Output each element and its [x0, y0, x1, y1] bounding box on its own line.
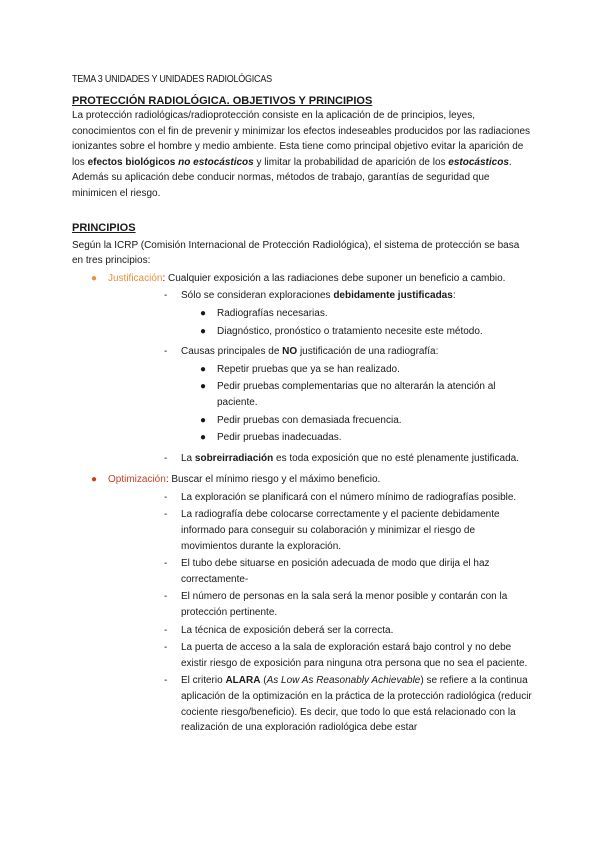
section-heading-principios: PRINCIPIOS	[72, 221, 136, 234]
justificacion-sublist	[108, 288, 532, 466]
list-item-optimizacion: ● Optimización: Buscar el mínimo riesgo y el máximo beneficio. - La exploración se planificará con el número mínimo de radiografías posible. - La radiografía debe colocarse correctamente y el paciente debidamente informado para conseguir su colaboración y minimizar el riesgo de movimientos durante la exploración. - El tubo debe situarse en posición adecuada de modo que dirija el haz correctamente- - El número de personas en la sala será la menor posible y contarán con la protección pertinente. - La técnica de exposición deberá ser la correcta. - La puerta de acceso a la sala de exploración estará bajo control y no debe existir riesgo de exposición para ninguna otra persona que no sea el paciente. - El criterio ALARA (As Low As Reasonably Achievable) se refiere a la continua aplicación de la optimización en la práctica de la protección radiológica (reducir cociente riesgo/beneficio). Es decir, que todo lo que está relacionado con la realización de una exploración radiológica debe estar	[72, 472, 532, 736]
list-item: - El número de personas en la sala será la menor posible y contarán con la protección pertinente.	[164, 591, 508, 619]
dash-icon: -	[164, 558, 168, 570]
dash-icon: -	[164, 591, 168, 603]
dash-icon: -	[164, 642, 168, 654]
section-heading-proteccion: PROTECCIÓN RADIOLÓGICA. OBJETIVOS Y PRINCIPIOS	[72, 95, 373, 107]
list-item: ● Pedir pruebas complementarias que no alterarán la atención al paciente.	[200, 381, 496, 408]
list-item: - Causas principales de NO justificación de una radiografía: ● Repetir pruebas que ya se han realizado. ● Pedir pruebas complementarias que no alterarán la atención al paciente. ● Pedir pruebas con demasiada frecuencia. ● Pedir pruebas inadecuadas.	[108, 344, 532, 446]
bullet-icon: ●	[200, 381, 207, 393]
list-item: ● Pedir pruebas con demasiada frecuencia.	[181, 413, 532, 429]
list-item-justificacion: ● Justificación: Cualquier exposición a las radiaciones debe suponer un beneficio a cambio. - Sólo se consideran exploraciones debidamente justificadas: ● Radiografías necesarias. ● Diagnóstico, pronóstico o tratamiento necesite este método. - Causas principales de NO justificación de una radiografía: ● Repetir pruebas que ya se han realizado. ● Pedir pruebas complementarias que no alterarán la atención al paciente. ● Pedir pruebas con demasiada frecuencia. ● Pedir pruebas inadecuadas. - La sobreirradiación es toda exposición que no esté plenamente justificada.	[72, 271, 532, 467]
dash-icon: -	[164, 452, 168, 464]
dash-icon: -	[164, 346, 168, 358]
bullet-icon: ●	[200, 414, 207, 426]
list-item: - La puerta de acceso a la sala de exploración estará bajo control y no debe existir riesgo de exposición para ninguna otra persona que no sea el paciente.	[164, 642, 528, 669]
bullet-icon: ●	[200, 363, 207, 375]
list-item: - El tubo debe situarse en posición adecuada de modo que dirija el haz correctamente-	[164, 558, 490, 585]
intro-paragraph: La protección radiológicas/radioprotección consiste en la aplicación de de principios, leyes, conocimientos con el fin de prevenir y minimizar los efectos indeseables producidos por las radiaciones ionizantes sobre el hombre y medio ambiente. Esta tiene como principal objetivo evitar la aparición de los efectos biológicos no estocásticos y limitar la probabilidad de aparición de los estocásticos. Además su aplicación debe conducir normas, métodos de trabajo, garantías de seguridad que minimicen el riesgo.	[72, 110, 531, 199]
dash-icon: -	[164, 509, 168, 521]
list-item: ● Repetir pruebas que ya se han realizado.	[181, 362, 532, 378]
principles-list	[72, 271, 532, 736]
list-item: ● Radiografías necesarias.	[181, 306, 532, 322]
bullet-icon: ●	[200, 307, 207, 319]
sublist	[181, 306, 532, 339]
list-item: - La sobreirradiación es toda exposición que no esté plenamente justificada.	[108, 451, 532, 467]
bullet-icon: ●	[91, 474, 98, 486]
bullet-icon: ●	[200, 325, 207, 337]
list-item: - La exploración se planificará con el número mínimo de radiografías posible.	[108, 490, 532, 506]
document-page	[72, 72, 532, 736]
bullet-icon: ●	[200, 432, 207, 444]
sublist	[181, 362, 532, 446]
dash-icon: -	[164, 624, 168, 636]
list-item-alara: - El criterio ALARA (As Low As Reasonably Achievable) se refiere a la continua aplicación de la optimización en la práctica de la protección radiológica (reducir cociente riesgo/beneficio). Es decir, que todo lo que está relacionado con la realización de una exploración radiológica debe estar	[164, 675, 532, 734]
list-item: - La técnica de exposición deberá ser la correcta.	[108, 623, 532, 639]
list-item: ● Pedir pruebas inadecuadas.	[181, 430, 532, 446]
dash-icon: -	[164, 491, 168, 503]
label-justificacion: Justificación	[108, 272, 163, 284]
principios-intro: Según la ICRP (Comisión Internacional de Protección Radiológica), el sistema de protección se basa en tres principios:	[72, 239, 520, 267]
label-optimizacion: Optimización	[108, 474, 166, 486]
dash-icon: -	[164, 675, 168, 687]
list-item: ● Diagnóstico, pronóstico o tratamiento necesite este método.	[181, 324, 532, 340]
topic-title: TEMA 3 UNIDADES Y UNIDADES RADIOLÓGICAS	[72, 73, 272, 85]
optimizacion-sublist	[108, 490, 532, 736]
list-item: - La radiografía debe colocarse correctamente y el paciente debidamente informado para conseguir su colaboración y minimizar el riesgo de movimientos durante la exploración.	[164, 509, 500, 552]
dash-icon: -	[164, 290, 168, 302]
bullet-icon: ●	[91, 272, 98, 284]
list-item: - Sólo se consideran exploraciones debidamente justificadas: ● Radiografías necesarias. ● Diagnóstico, pronóstico o tratamiento necesite este método.	[108, 288, 532, 339]
